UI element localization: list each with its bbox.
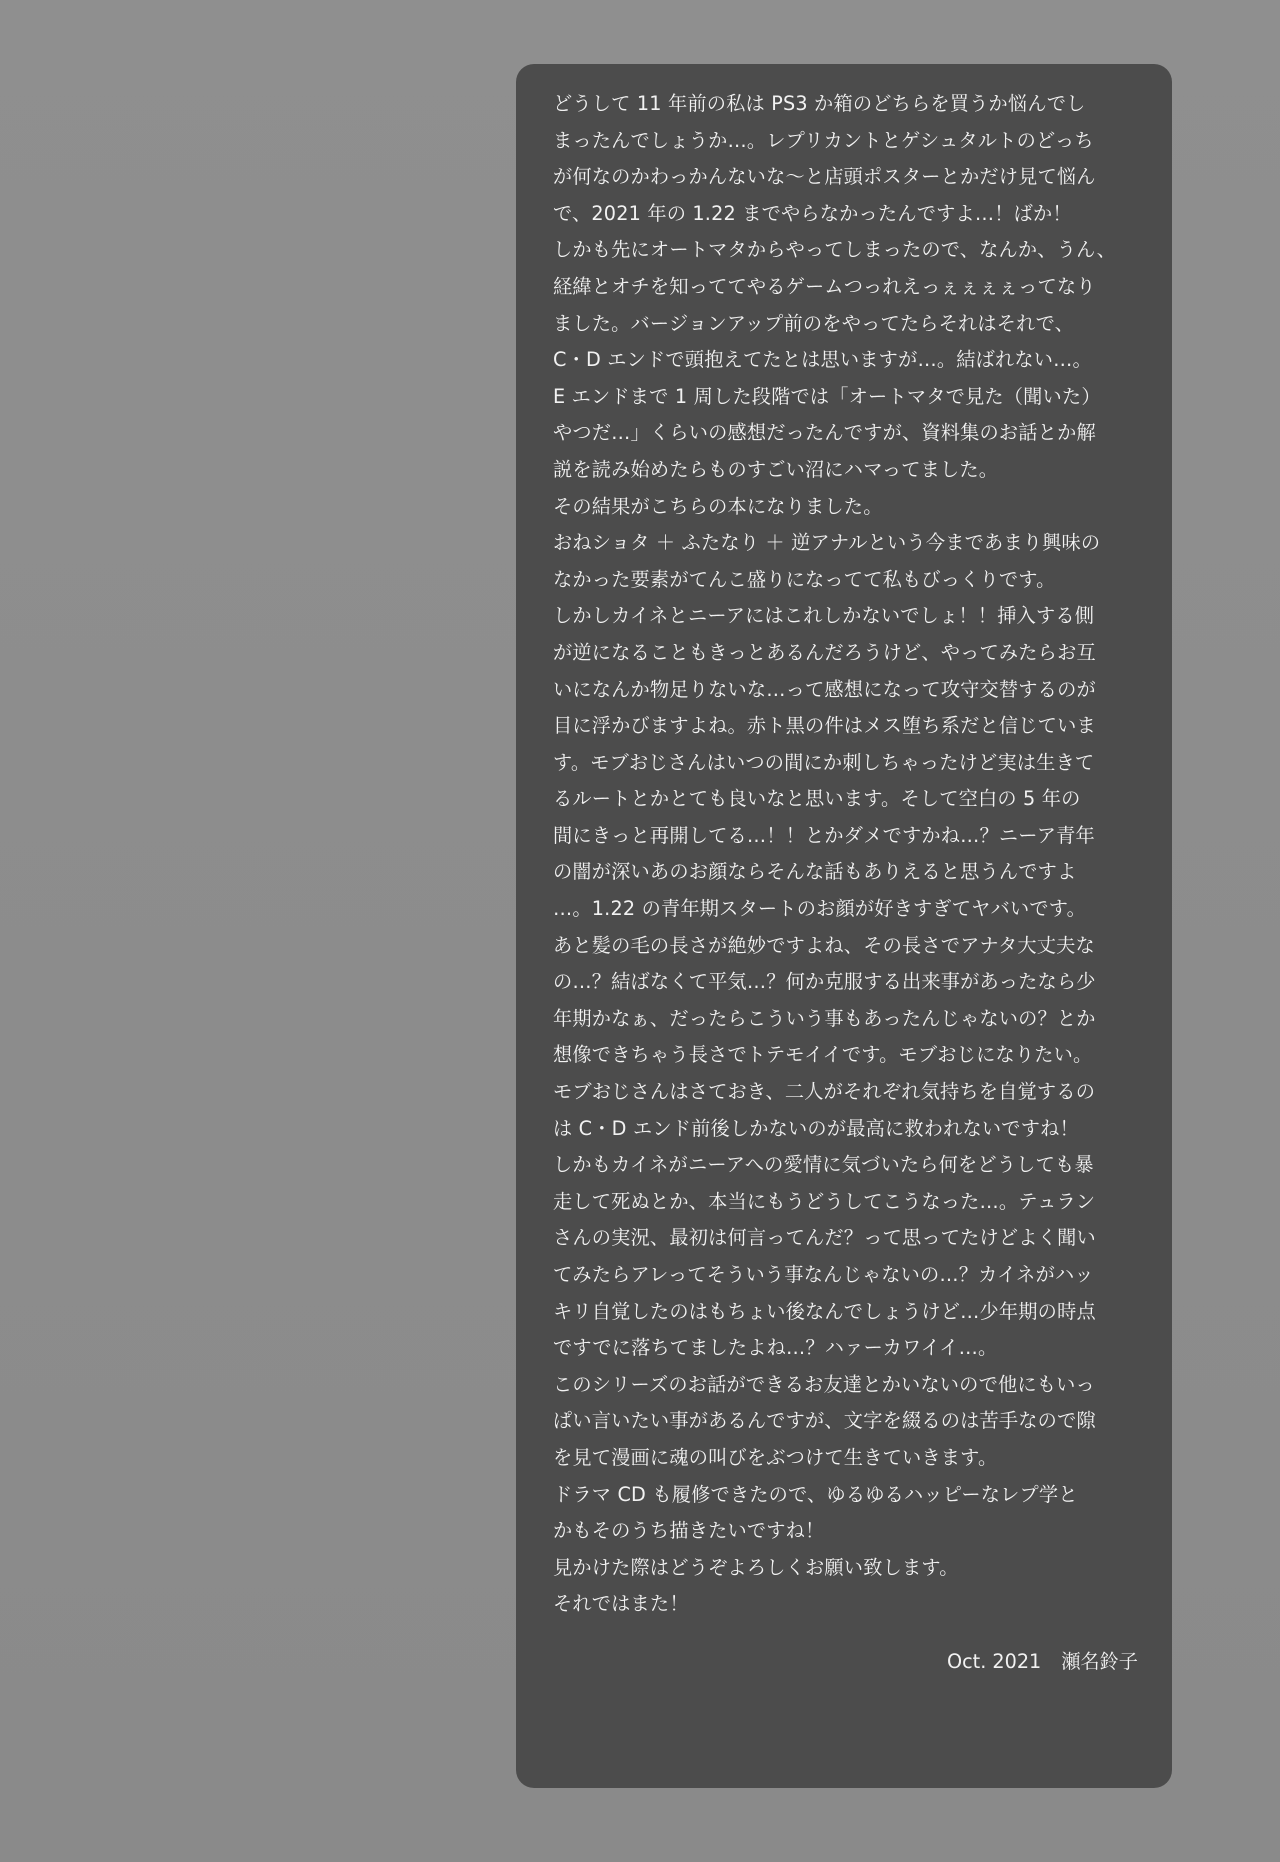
afterword-line: は C・D エンド前後しかないのが最高に救われないですね！: [553, 1116, 1079, 1140]
afterword-line: しかしカイネとニーアにはこれしかないでしょ！！挿入する側: [553, 604, 1095, 628]
afterword-line: …。1.22 の青年期スタートのお顔が好きすぎてヤバいです。: [553, 897, 1086, 921]
afterword-line: C・D エンドで頭抱えてたとは思いますが…。結ばれない…。: [553, 348, 1092, 372]
afterword-line: このシリーズのお話ができるお友達とかいないので他にもいっ: [553, 1372, 1095, 1396]
afterword-line: てみたらアレってそういう事なんじゃないの…？カイネがハッ: [553, 1263, 1094, 1286]
afterword-line: 年期かなぁ、だったらこういう事もあったんじゃないの？とか: [553, 1006, 1096, 1030]
afterword-line: あと髪の毛の長さが絶妙ですよね、その長さでアナタ大丈夫な: [553, 933, 1095, 957]
afterword-line: 説を読み始めたらものすごい沼にハマってました。: [553, 457, 999, 481]
afterword-line: ドラマ CD も履修できたので、ゆるゆるハッピーなレプ学と: [553, 1482, 1078, 1506]
afterword-line: の闇が深いあのお顔ならそんな話もありえると思うんですよ: [553, 860, 1077, 884]
afterword-line: どうして 11 年前の私は PS3 か箱のどちらを買うか悩んでし: [553, 92, 1086, 115]
afterword-line: るルートとかとても良いなと思います。そして空白の 5 年の: [553, 787, 1081, 811]
afterword-line: モブおじさんはさておき、二人がそれぞれ気持ちを自覚するの: [553, 1080, 1096, 1104]
afterword-line: が逆になることもきっとあるんだろうけど、やってみたらお互: [553, 640, 1096, 664]
signature-date: Oct. 2021: [947, 1650, 1042, 1673]
signature: [947, 1644, 1138, 1680]
afterword-line: キリ自覚したのはもちょい後なんでしょうけど…少年期の時点: [553, 1299, 1096, 1323]
afterword-line: 見かけた際はどうぞよろしくお願い致します。: [553, 1555, 959, 1579]
afterword-line: しかも先にオートマタからやってしまったので、なんか、うん、: [553, 238, 1117, 262]
afterword-line: で、2021 年の 1.22 までやらなかったんですよ…！ばか！: [553, 201, 1072, 225]
afterword-line: 目に浮かびますよね。赤ト黒の件はメス堕ち系だと信じていま: [553, 714, 1096, 738]
afterword-line: やつだ…」くらいの感想だったんですが、資料集のお話とか解: [553, 421, 1096, 445]
signature-name: 瀬名鈴子: [1061, 1650, 1138, 1673]
afterword-text: [553, 86, 1138, 1623]
afterword-line: ました。バージョンアップ前のをやってたらそれはそれで、: [553, 311, 1074, 335]
afterword-line: 経緯とオチを知っててやるゲームつっれえっぇぇぇぇってなり: [553, 274, 1096, 298]
afterword-line: ですでに落ちてましたよね…？ハァーカワイイ…。: [553, 1336, 998, 1360]
afterword-line: おねショタ ＋ ふたなり ＋ 逆アナルという今まであまり興味の: [553, 531, 1101, 555]
afterword-line: を見て漫画に魂の叫びをぶつけて生きていきます。: [553, 1445, 998, 1469]
afterword-line: その結果がこちらの本になりました。: [553, 494, 883, 518]
afterword-line: 想像できちゃう長さでトテモイイです。モブおじになりたい。: [553, 1043, 1093, 1067]
afterword-line: ぱい言いたい事があるんですが、文字を綴るのは苦手なので隙: [553, 1409, 1096, 1433]
afterword-line: まったんでしょうか…。レプリカントとゲシュタルトのどっち: [553, 128, 1094, 152]
afterword-line: 走して死ぬとか、本当にもうどうしてこうなった…。テュラン: [553, 1189, 1096, 1213]
afterword-line: かもそのうち描きたいですね！: [553, 1519, 825, 1543]
afterword-line: それではまた！: [553, 1592, 689, 1616]
afterword-line: が何なのかわっかんないな～と店頭ポスターとかだけ見て悩ん: [553, 165, 1096, 189]
afterword-line: の…？結ばなくて平気…？何か克服する出来事があったなら少: [553, 970, 1096, 994]
afterword-line: なかった要素がてんこ盛りになってて私もびっくりです。: [553, 567, 1056, 591]
afterword-line: E エンドまで 1 周した段階では「オートマタで見た（聞いた）: [553, 384, 1101, 408]
afterword-line: しかもカイネがニーアへの愛情に気づいたら何をどうしても暴: [553, 1153, 1094, 1177]
afterword-panel: [516, 64, 1172, 1788]
afterword-line: いになんか物足りないな…って感想になって攻守交替するのが: [553, 677, 1096, 701]
afterword-line: さんの実況、最初は何言ってんだ？って思ってたけどよく聞い: [553, 1226, 1096, 1250]
afterword-line: す。モブおじさんはいつの間にか刺しちゃったけど実は生きて: [553, 750, 1095, 774]
afterword-line: 間にきっと再開してる…！！とかダメですかね…？ニーア青年: [553, 823, 1095, 847]
